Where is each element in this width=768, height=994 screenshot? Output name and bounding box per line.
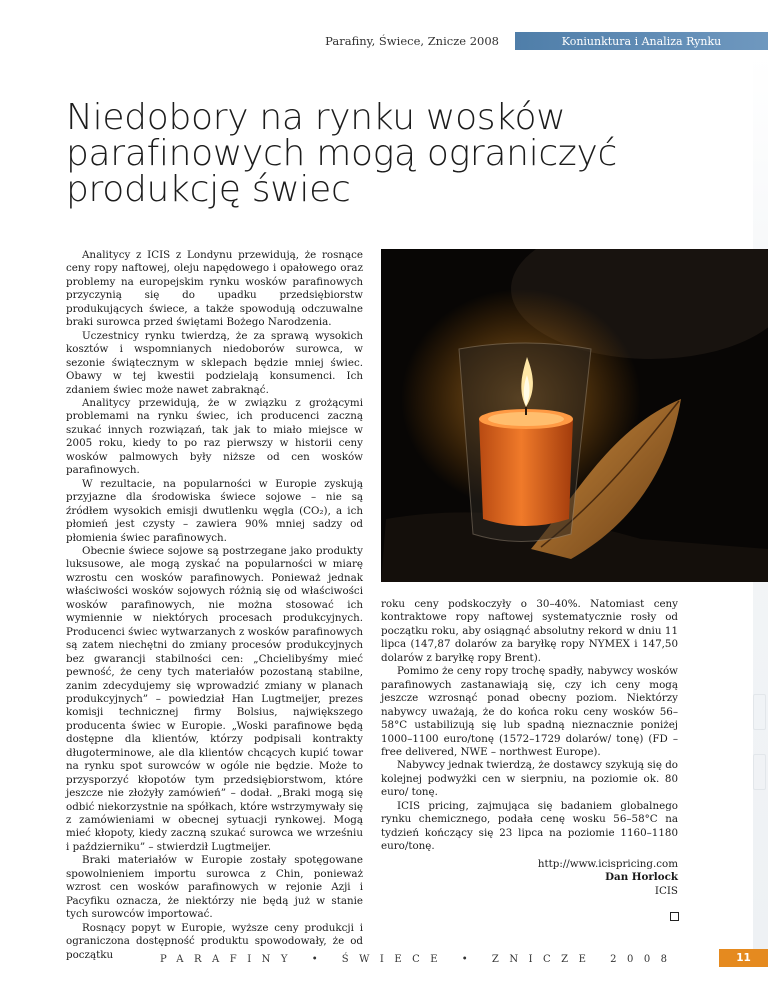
paragraph: ICIS pricing, zajmująca się badaniem globalnego rynku chemicznego, podała cenę wosku 56–58°C na tydzień kończący się 23 lipca na poziomie 1160–1180 euro/tonę. <box>381 799 678 853</box>
source-url: http://www.icispricing.com <box>537 858 678 870</box>
paragraph: Analitycy z ICIS z Londynu przewidują, że rosnące ceny ropy naftowej, oleju napędowego i opałowego oraz problemy na europejskim rynku wosków parafinowych przyczynią się do upadku przedsiębiorstw produkujących świece, a także spowodują odczuwalne braki surowca przed świętami Bożego Narodzenia. <box>66 249 363 329</box>
paragraph: Obecnie świece sojowe są postrzegane jako produkty luksusowe, ale mogą zyskać na popularności w miarę wzrostu cen wosków parafinowych. Ponieważ jednak właściwości wosków sojowych różnią się od właściwości wosków parafinowych, nie można stosować ich wymiennie w niektórych procesach produkcyjnych. Producenci świec wytwarzanych z wosków parafinowych są zatem niechętni do zmiany procesów produkcyjnych bez gwarancji stabilności cen: „Chcielibyśmy mieć pewność, że ceny tych materiałów pozostaną stabilne, zanim zdecydujemy się wprowadzić zmiany w planach produkcyjnych” – powiedział Han Lugtmeijer, prezes komisji technicznej firmy Bolsius, największego producenta świec w Europie. „Woski parafinowe będą dostępne dla klientów, którzy podpisali kontrakty długoterminowe, ale dla klientów chcących kupić towar na rynku spot surowców w ogóle nie będzie. Może to przysporzyć kłopotów tym przedsiębiorstwom, które jeszcze nie złożyły zamówień” – dodał. „Braki mogą się odbić niekorzystnie na spółkach, które wstrzymywały się z zamówieniami w obecnej sytuacji rynkowej. Mogą mieć kłopoty, kiedy zaczną szukać surowca we wrześniu i październiku” – stwierdził Lugtmeijer. <box>66 544 363 853</box>
paragraph: W rezultacie, na popularności w Europie zyskują przyjazne dla środowiska świece sojowe – nie są źródłem wysokich emisji dwutlenku węgla (CO₂), a ich płomień jest czysty – zawiera 90% mniej sadzy od płomienia świec parafinowych. <box>66 477 363 544</box>
candle-illustration <box>381 249 768 582</box>
paragraph: Analitycy przewidują, że w związku z grożącymi problemami na rynku świec, ich producenci zaczną szukać innych rozwiązań, tak jak to miało miejsce w 2005 roku, kiedy to po raz pierwszy w historii ceny wosków palmowych były niższe od cen wosków parafinowych. <box>66 396 363 477</box>
page-number: 11 <box>719 949 768 967</box>
paragraph: Rosnący popyt w Europie, wyższe ceny produkcji i ograniczona dostępność produktu spowodowały, że od początku <box>66 921 363 961</box>
end-of-article-icon <box>670 912 679 921</box>
publication-name: Parafiny, Świece, Znicze 2008 <box>325 34 499 48</box>
paragraph: roku ceny podskoczyły o 30–40%. Natomiast ceny kontraktowe ropy naftowej systematycznie rosły od początku roku, aby osiągnąć absolutny rekord w dniu 11 lipca (147,87 dolarów za baryłkę ropy NYMEX i 147,50 dolarów z baryłkę ropy Brent). <box>381 598 678 664</box>
article-source <box>381 858 678 898</box>
organization-name: ICIS <box>654 884 678 897</box>
article-column-right <box>381 598 678 854</box>
strip-decoration <box>753 754 766 790</box>
paragraph: Nabywcy jednak twierdzą, że dostawcy szykują się do kolejnej podwyżki cen w sierpniu, na poziomie ok. 80 euro/ tonę. <box>381 759 678 799</box>
candle-photo <box>381 249 768 582</box>
strip-decoration <box>753 694 766 730</box>
paragraph: Braki materiałów w Europie zostały spotęgowane spowolnieniem importu surowca z Chin, ponieważ wzrost cen wosków parafinowych w rejonie Azji i Pacyfiku oznacza, że niektórzy nie będą już w stanie tych surowców importować. <box>66 854 363 921</box>
running-header <box>0 0 515 54</box>
author-name: Dan Horlock <box>605 871 678 884</box>
article-title: Niedobory na rynku wosków parafinowych mogą ograniczyć produkcję świec <box>66 97 617 210</box>
article-column-left <box>66 249 363 962</box>
section-name: Koniunktura i Analiza Rynku <box>561 34 722 48</box>
section-band <box>515 32 768 50</box>
running-footer: PARAFINY • ŚWIECE • ZNICZE 2008 <box>160 954 678 965</box>
paragraph: Uczestnicy rynku twierdzą, że za sprawą wysokich kosztów i wspomnianych niedoborów surowca, w sezonie świątecznym w sklepach będzie mniej świec. Obawy w tej kwestii podzielają konsumenci. Ich zdaniem świec może nawet zabraknąć. <box>66 329 363 396</box>
paragraph: Pomimo że ceny ropy trochę spadły, nabywcy wosków parafinowych zastanawiają się, czy ich ceny mogą jeszcze wzrosnąć ponad obecny poziom. Niektórzy nabywcy uważają, że do końca roku ceny wosków 56–58°C ustabilizują się lub spadną nieznacznie poniżej 1000–1100 euro/tonę (1572–1729 dolarów/ tonę) (FD – free delivered, NWE – northwest Europe). <box>381 665 678 758</box>
